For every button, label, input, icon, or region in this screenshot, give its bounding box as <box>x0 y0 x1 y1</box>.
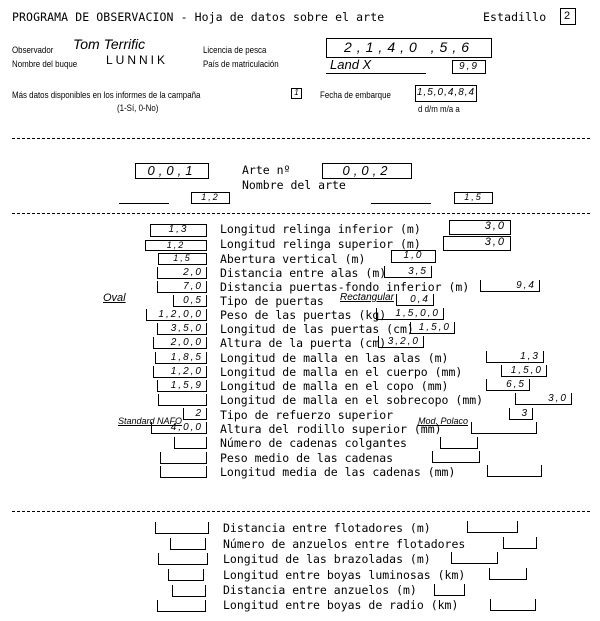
longline-right-field[interactable] <box>489 568 527 580</box>
gear-code-field[interactable]: 0,0,1 <box>135 163 209 179</box>
trawl-left-field[interactable]: 2,0,0 <box>153 337 207 349</box>
trawl-right-field[interactable]: 1,0 <box>391 250 436 263</box>
trawl-label: Tipo de puertas <box>220 294 324 308</box>
vessel-name-label: Nombre del buque <box>12 59 78 69</box>
trawl-label: Altura del rodillo superior (mm) <box>220 422 442 436</box>
trawl-right-field[interactable]: 6,5 <box>486 379 530 391</box>
trawl-left-field[interactable]: 4,0,0 <box>151 422 207 434</box>
gear-name-right-line <box>371 203 431 204</box>
more-data-label: Más datos disponibles en los informes de la campaña <box>12 90 201 100</box>
trawl-left-field[interactable]: 1,2,0 <box>153 366 207 378</box>
trawl-label: Longitud media de las cadenas (mm) <box>220 465 456 479</box>
country-code-field[interactable]: 9,9 <box>452 60 486 74</box>
license-field[interactable]: 2,1,4,0 ,5,6 <box>326 38 492 58</box>
trawl-label: Longitud de las puertas (cm) <box>220 322 414 336</box>
trawl-label: Tipo de refuerzo superior <box>220 408 394 422</box>
trawl-label: Peso de las puertas (kg) <box>220 308 387 322</box>
longline-right-field[interactable] <box>490 599 536 611</box>
trawl-right-field[interactable]: 1,3 <box>486 351 544 363</box>
trawl-left-field[interactable] <box>158 394 207 406</box>
reinforcement-left-note: Standard NAFO <box>118 416 183 426</box>
trawl-right-field[interactable]: 1,5,0,0 <box>376 308 444 320</box>
trawl-label: Número de cadenas colgantes <box>220 436 407 450</box>
trawl-label: Distancia puertas-fondo inferior (m) <box>220 280 470 294</box>
trawl-label: Longitud de malla en las alas (m) <box>220 351 449 365</box>
more-data-field[interactable]: 1 <box>291 88 302 99</box>
longline-right-field[interactable] <box>434 584 465 596</box>
country-field[interactable]: Land X <box>330 57 372 72</box>
arte-label: Arte nº <box>242 163 291 177</box>
trawl-label: Longitud relinga superior (m) <box>220 237 421 251</box>
embark-hint: d d/m m/a a <box>418 104 460 114</box>
country-underline <box>326 73 426 74</box>
trawl-right-field[interactable]: 3 <box>509 408 533 420</box>
trawl-left-field[interactable]: 0,5 <box>173 295 207 307</box>
form-label: Estadillo <box>483 10 547 24</box>
trawl-left-field[interactable]: 1,2,0,0 <box>146 309 207 321</box>
trawl-right-field[interactable] <box>440 437 478 449</box>
door-type-left-note: Oval <box>103 292 126 304</box>
license-label: Licencia de pesca <box>203 45 267 55</box>
longline-left-field[interactable] <box>157 600 206 612</box>
longline-left-field[interactable] <box>155 522 209 534</box>
more-data-hint: (1-Sí, 0-No) <box>117 103 159 113</box>
trawl-right-field[interactable] <box>432 451 480 463</box>
section-divider <box>12 213 590 214</box>
longline-right-field[interactable] <box>467 521 518 533</box>
trawl-label: Peso medio de las cadenas <box>220 451 394 465</box>
section-divider <box>12 138 590 139</box>
observer-field[interactable]: Tom Terrific <box>73 36 146 52</box>
section-divider <box>12 511 590 512</box>
trawl-right-field[interactable]: 3,0 <box>443 236 511 251</box>
form-number-field[interactable]: 2 <box>560 8 576 25</box>
gear-name-right-code[interactable]: 1,5 <box>454 192 493 204</box>
gear-name-label: Nombre del arte <box>242 178 346 192</box>
trawl-left-field[interactable]: 1,2 <box>145 240 207 251</box>
door-type-note: Rectangular <box>340 292 394 303</box>
trawl-left-field[interactable]: 2 <box>183 408 207 420</box>
trawl-left-field[interactable]: 1,5 <box>158 253 207 265</box>
longline-right-field[interactable] <box>451 552 498 564</box>
trawl-right-field[interactable]: 9,4 <box>480 280 540 292</box>
trawl-label: Distancia entre alas (m) <box>220 266 387 280</box>
longline-left-field[interactable] <box>170 538 206 550</box>
trawl-label: Longitud de malla en el sobrecopo (mm) <box>220 393 484 407</box>
trawl-left-field[interactable]: 3,5,0 <box>157 323 207 335</box>
longline-left-field[interactable] <box>168 569 204 581</box>
longline-label: Longitud entre boyas luminosas (km) <box>223 568 466 582</box>
longline-left-field[interactable] <box>158 553 208 565</box>
trawl-right-field[interactable]: 3,0 <box>449 220 511 235</box>
longline-label: Longitud entre boyas de radio (km) <box>223 598 459 612</box>
longline-right-field[interactable] <box>503 537 537 549</box>
trawl-right-field[interactable]: 3,5 <box>384 266 432 278</box>
gear-name-left-line <box>119 203 169 204</box>
trawl-left-field[interactable]: 1,8,5 <box>155 352 207 364</box>
country-label: País de matriculación <box>203 59 279 69</box>
longline-label: Distancia entre flotadores (m) <box>223 521 431 535</box>
trawl-label: Longitud de malla en el cuerpo (mm) <box>220 365 463 379</box>
embark-date-field[interactable]: 1,5,0,4,8,4 <box>415 85 477 102</box>
form-title: PROGRAMA DE OBSERVACION - Hoja de datos sobre el arte <box>12 10 385 24</box>
longline-label: Distancia entre anzuelos (m) <box>223 583 417 597</box>
trawl-label: Abertura vertical (m) <box>220 252 366 266</box>
trawl-right-field[interactable]: 0,4 <box>396 294 434 306</box>
trawl-left-field[interactable] <box>174 437 207 449</box>
reinforcement-note: Mod. Polaco <box>418 416 469 426</box>
trawl-left-field[interactable]: 2,0 <box>157 267 207 279</box>
trawl-right-field[interactable]: 1,5,0 <box>410 322 455 334</box>
trawl-left-field[interactable] <box>160 452 207 464</box>
trawl-label: Altura de la puerta (cm) <box>220 336 387 350</box>
trawl-right-field[interactable] <box>471 422 537 434</box>
trawl-label: Longitud de malla en el copo (mm) <box>220 379 449 393</box>
embark-label: Fecha de embarque <box>320 90 391 100</box>
longline-label: Longitud de las brazoladas (m) <box>223 552 431 566</box>
trawl-right-field[interactable] <box>487 465 542 477</box>
trawl-left-field[interactable] <box>160 466 207 478</box>
arte-number-field[interactable]: 0,0,2 <box>322 163 412 179</box>
longline-label: Número de anzuelos entre flotadores <box>223 537 466 551</box>
vessel-name-field[interactable]: LUNNIK <box>106 53 169 67</box>
trawl-left-field[interactable]: 7,0 <box>157 281 207 293</box>
trawl-left-field[interactable]: 1,5,9 <box>157 380 207 392</box>
longline-left-field[interactable] <box>172 585 206 597</box>
trawl-left-field[interactable]: 1,3 <box>150 224 207 237</box>
trawl-right-field[interactable]: 3,0 <box>515 393 572 405</box>
gear-name-left-code[interactable]: 1,2 <box>191 192 230 204</box>
trawl-right-field[interactable]: 3,2,0 <box>378 336 424 348</box>
trawl-label: Longitud relinga inferior (m) <box>220 222 421 236</box>
trawl-right-field[interactable]: 1,5,0 <box>501 365 547 377</box>
observer-label: Observador <box>12 45 54 55</box>
